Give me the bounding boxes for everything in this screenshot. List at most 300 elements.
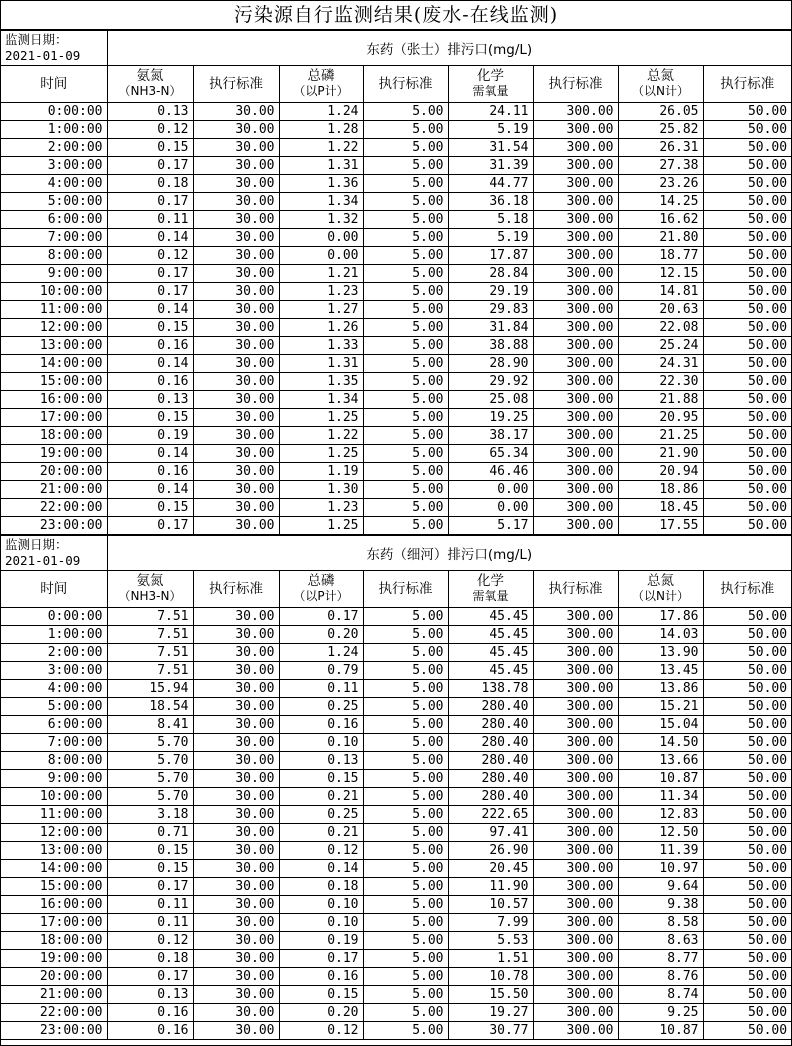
table-row — [1, 806, 791, 824]
time-cell: 4:00:00 — [1, 175, 107, 193]
value-cell: 5.00 — [363, 950, 448, 968]
table-row — [1, 896, 791, 914]
value-cell: 0.21 — [279, 824, 363, 842]
value-cell: 5.00 — [363, 499, 448, 517]
value-cell: 50.00 — [703, 1004, 791, 1022]
table-row — [1, 914, 791, 932]
time-cell: 18:00:00 — [1, 932, 107, 950]
value-cell: 0.12 — [279, 1022, 363, 1040]
time-cell: 18:00:00 — [1, 427, 107, 445]
value-cell: 1.33 — [279, 337, 363, 355]
table-row — [1, 752, 791, 770]
column-header-line1: 执行标准 — [209, 580, 263, 597]
value-cell: 11.90 — [448, 878, 533, 896]
value-cell: 5.00 — [363, 409, 448, 427]
column-header — [533, 571, 618, 608]
time-cell: 16:00:00 — [1, 896, 107, 914]
value-cell: 50.00 — [703, 175, 791, 193]
value-cell: 0.16 — [107, 337, 193, 355]
value-cell: 5.00 — [363, 878, 448, 896]
value-cell: 46.46 — [448, 463, 533, 481]
value-cell: 0.25 — [279, 806, 363, 824]
value-cell: 50.00 — [703, 608, 791, 626]
value-cell: 14.50 — [618, 734, 703, 752]
value-cell: 13.66 — [618, 752, 703, 770]
value-cell: 5.00 — [363, 427, 448, 445]
value-cell: 300.00 — [533, 463, 618, 481]
value-cell: 30.00 — [193, 481, 279, 499]
value-cell: 30.00 — [193, 626, 279, 644]
value-cell: 38.17 — [448, 427, 533, 445]
value-cell: 0.10 — [279, 734, 363, 752]
time-cell: 12:00:00 — [1, 319, 107, 337]
table-row — [1, 157, 791, 175]
value-cell: 30.00 — [193, 788, 279, 806]
date-label: 监测日期： — [5, 537, 68, 552]
value-cell: 30.00 — [193, 337, 279, 355]
value-cell: 300.00 — [533, 986, 618, 1004]
value-cell: 0.15 — [107, 860, 193, 878]
value-cell: 1.23 — [279, 283, 363, 301]
value-cell: 5.00 — [363, 355, 448, 373]
column-header-line1: 执行标准 — [548, 75, 603, 92]
column-header-line2: （以P计） — [293, 589, 349, 603]
value-cell: 0.15 — [107, 842, 193, 860]
value-cell: 31.84 — [448, 319, 533, 337]
value-cell: 0.14 — [107, 355, 193, 373]
table-row — [1, 211, 791, 229]
value-cell: 25.82 — [618, 121, 703, 139]
table-row — [1, 445, 791, 463]
value-cell: 300.00 — [533, 265, 618, 283]
value-cell: 300.00 — [533, 608, 618, 626]
time-cell: 11:00:00 — [1, 301, 107, 319]
value-cell: 280.40 — [448, 752, 533, 770]
value-cell: 44.77 — [448, 175, 533, 193]
value-cell: 0.13 — [107, 103, 193, 121]
column-header — [363, 66, 448, 103]
value-cell: 300.00 — [533, 211, 618, 229]
table-row — [1, 517, 791, 535]
value-cell: 30.00 — [193, 716, 279, 734]
column-header-line2: （NH3-N） — [118, 84, 182, 98]
value-cell: 5.00 — [363, 770, 448, 788]
column-header — [279, 571, 363, 608]
value-cell: 30.00 — [193, 139, 279, 157]
value-cell: 7.51 — [107, 662, 193, 680]
column-header-line1: 化学 — [477, 573, 504, 589]
value-cell: 50.00 — [703, 301, 791, 319]
value-cell: 30.00 — [193, 752, 279, 770]
time-cell: 0:00:00 — [1, 103, 107, 121]
value-cell: 300.00 — [533, 229, 618, 247]
time-cell: 0:00:00 — [1, 608, 107, 626]
value-cell: 50.00 — [703, 932, 791, 950]
value-cell: 21.80 — [618, 229, 703, 247]
value-cell: 97.41 — [448, 824, 533, 842]
value-cell: 22.08 — [618, 319, 703, 337]
value-cell: 30.00 — [193, 157, 279, 175]
value-cell: 5.00 — [363, 626, 448, 644]
value-cell: 0.12 — [107, 247, 193, 265]
value-cell: 300.00 — [533, 499, 618, 517]
value-cell: 50.00 — [703, 409, 791, 427]
value-cell: 17.55 — [618, 517, 703, 535]
value-cell: 12.50 — [618, 824, 703, 842]
value-cell: 5.70 — [107, 734, 193, 752]
time-cell: 19:00:00 — [1, 445, 107, 463]
value-cell: 1.24 — [279, 103, 363, 121]
value-cell: 0.16 — [279, 968, 363, 986]
value-cell: 1.22 — [279, 139, 363, 157]
value-cell: 18.54 — [107, 698, 193, 716]
time-cell: 20:00:00 — [1, 968, 107, 986]
value-cell: 5.00 — [363, 914, 448, 932]
time-cell: 8:00:00 — [1, 247, 107, 265]
value-cell: 0.15 — [107, 499, 193, 517]
column-header — [448, 571, 533, 608]
table-row — [1, 283, 791, 301]
time-cell: 13:00:00 — [1, 842, 107, 860]
table-row — [1, 662, 791, 680]
value-cell: 50.00 — [703, 752, 791, 770]
time-cell: 12:00:00 — [1, 824, 107, 842]
value-cell: 15.94 — [107, 680, 193, 698]
value-cell: 18.45 — [618, 499, 703, 517]
value-cell: 0.17 — [107, 517, 193, 535]
value-cell: 9.38 — [618, 896, 703, 914]
value-cell: 8.74 — [618, 986, 703, 1004]
value-cell: 0.17 — [279, 950, 363, 968]
value-cell: 300.00 — [533, 157, 618, 175]
value-cell: 50.00 — [703, 788, 791, 806]
table-row — [1, 986, 791, 1004]
column-header-line1: 总氮 — [647, 68, 674, 84]
column-header — [279, 66, 363, 103]
value-cell: 50.00 — [703, 896, 791, 914]
value-cell: 30.00 — [193, 968, 279, 986]
value-cell: 7.51 — [107, 644, 193, 662]
column-header — [1, 571, 107, 608]
value-cell: 15.21 — [618, 698, 703, 716]
value-cell: 0.13 — [107, 391, 193, 409]
value-cell: 5.00 — [363, 247, 448, 265]
column-header-line1: 氨氮 — [136, 68, 164, 84]
value-cell: 8.63 — [618, 932, 703, 950]
value-cell: 300.00 — [533, 175, 618, 193]
column-header-line1: 总磷 — [307, 573, 335, 589]
column-header — [193, 66, 279, 103]
value-cell: 0.16 — [107, 463, 193, 481]
table-row — [1, 355, 791, 373]
table-row — [1, 337, 791, 355]
column-header-line1: 执行标准 — [548, 580, 603, 597]
value-cell: 7.51 — [107, 626, 193, 644]
value-cell: 300.00 — [533, 139, 618, 157]
time-cell: 3:00:00 — [1, 157, 107, 175]
value-cell: 45.45 — [448, 644, 533, 662]
time-cell: 6:00:00 — [1, 716, 107, 734]
table-row — [1, 409, 791, 427]
value-cell: 5.00 — [363, 445, 448, 463]
value-cell: 15.50 — [448, 986, 533, 1004]
value-cell: 22.30 — [618, 373, 703, 391]
value-cell: 13.45 — [618, 662, 703, 680]
table-row — [1, 698, 791, 716]
value-cell: 10.87 — [618, 770, 703, 788]
value-cell: 20.95 — [618, 409, 703, 427]
value-cell: 300.00 — [533, 517, 618, 535]
time-cell: 21:00:00 — [1, 986, 107, 1004]
value-cell: 5.00 — [363, 301, 448, 319]
value-cell: 5.00 — [363, 968, 448, 986]
value-cell: 3.18 — [107, 806, 193, 824]
value-cell: 5.70 — [107, 770, 193, 788]
value-cell: 30.00 — [193, 319, 279, 337]
value-cell: 50.00 — [703, 950, 791, 968]
value-cell: 50.00 — [703, 644, 791, 662]
value-cell: 10.97 — [618, 860, 703, 878]
value-cell: 50.00 — [703, 680, 791, 698]
value-cell: 30.00 — [193, 229, 279, 247]
value-cell: 0.16 — [107, 373, 193, 391]
value-cell: 36.18 — [448, 193, 533, 211]
table-row — [1, 229, 791, 247]
table-row — [1, 139, 791, 157]
value-cell: 30.00 — [193, 211, 279, 229]
value-cell: 29.83 — [448, 301, 533, 319]
value-cell: 300.00 — [533, 121, 618, 139]
column-header-line1: 执行标准 — [378, 75, 433, 92]
value-cell: 50.00 — [703, 319, 791, 337]
value-cell: 20.45 — [448, 860, 533, 878]
column-header — [1, 66, 107, 103]
value-cell: 24.31 — [618, 355, 703, 373]
monitoring-date — [1, 31, 107, 66]
value-cell: 5.00 — [363, 752, 448, 770]
value-cell: 30.00 — [193, 193, 279, 211]
column-header-line1: 氨氮 — [136, 573, 164, 589]
value-cell: 50.00 — [703, 265, 791, 283]
value-cell: 17.86 — [618, 608, 703, 626]
value-cell: 30.00 — [193, 644, 279, 662]
value-cell: 0.17 — [107, 157, 193, 175]
value-cell: 300.00 — [533, 716, 618, 734]
value-cell: 30.00 — [193, 662, 279, 680]
time-cell: 7:00:00 — [1, 229, 107, 247]
value-cell: 300.00 — [533, 878, 618, 896]
value-cell: 0.17 — [107, 968, 193, 986]
value-cell: 50.00 — [703, 986, 791, 1004]
value-cell: 0.13 — [107, 986, 193, 1004]
value-cell: 24.11 — [448, 103, 533, 121]
table-row — [1, 680, 791, 698]
time-cell: 17:00:00 — [1, 409, 107, 427]
value-cell: 18.86 — [618, 481, 703, 499]
value-cell: 280.40 — [448, 788, 533, 806]
value-cell: 30.00 — [193, 103, 279, 121]
value-cell: 12.15 — [618, 265, 703, 283]
value-cell: 50.00 — [703, 445, 791, 463]
value-cell: 30.00 — [193, 301, 279, 319]
value-cell: 38.88 — [448, 337, 533, 355]
time-cell: 14:00:00 — [1, 355, 107, 373]
value-cell: 1.30 — [279, 481, 363, 499]
value-cell: 5.00 — [363, 1022, 448, 1040]
value-cell: 0.19 — [107, 427, 193, 445]
value-cell: 1.51 — [448, 950, 533, 968]
value-cell: 8.41 — [107, 716, 193, 734]
value-cell: 280.40 — [448, 716, 533, 734]
value-cell: 300.00 — [533, 824, 618, 842]
value-cell: 30.00 — [193, 950, 279, 968]
value-cell: 300.00 — [533, 788, 618, 806]
value-cell: 50.00 — [703, 103, 791, 121]
value-cell: 50.00 — [703, 193, 791, 211]
value-cell: 300.00 — [533, 752, 618, 770]
column-header-line1: 化学 — [477, 68, 504, 84]
table-row — [1, 481, 791, 499]
value-cell: 300.00 — [533, 896, 618, 914]
value-cell: 50.00 — [703, 211, 791, 229]
value-cell: 30.00 — [193, 608, 279, 626]
value-cell: 50.00 — [703, 734, 791, 752]
value-cell: 30.00 — [193, 932, 279, 950]
value-cell: 300.00 — [533, 427, 618, 445]
value-cell: 5.00 — [363, 103, 448, 121]
value-cell: 0.19 — [279, 932, 363, 950]
date-value: 2021-01-09 — [5, 48, 81, 63]
value-cell: 5.00 — [363, 788, 448, 806]
time-cell: 17:00:00 — [1, 914, 107, 932]
sections-container — [1, 30, 791, 1040]
time-cell: 15:00:00 — [1, 373, 107, 391]
monitoring-table — [1, 30, 791, 535]
table-row — [1, 1004, 791, 1022]
value-cell: 50.00 — [703, 1022, 791, 1040]
table-row — [1, 878, 791, 896]
outlet-name: 东药（细河）排污口(mg/L) — [107, 536, 791, 571]
date-label: 监测日期： — [5, 32, 68, 47]
value-cell: 20.94 — [618, 463, 703, 481]
table-row — [1, 427, 791, 445]
column-header-line2: （以P计） — [293, 84, 349, 98]
value-cell: 30.00 — [193, 247, 279, 265]
column-header — [107, 571, 193, 608]
value-cell: 30.00 — [193, 445, 279, 463]
time-cell: 13:00:00 — [1, 337, 107, 355]
value-cell: 300.00 — [533, 283, 618, 301]
value-cell: 30.00 — [193, 860, 279, 878]
value-cell: 1.25 — [279, 517, 363, 535]
table-row — [1, 716, 791, 734]
time-cell: 5:00:00 — [1, 698, 107, 716]
value-cell: 1.21 — [279, 265, 363, 283]
table-row — [1, 932, 791, 950]
value-cell: 222.65 — [448, 806, 533, 824]
value-cell: 0.13 — [279, 752, 363, 770]
value-cell: 280.40 — [448, 734, 533, 752]
table-row — [1, 950, 791, 968]
time-cell: 9:00:00 — [1, 770, 107, 788]
value-cell: 30.00 — [193, 517, 279, 535]
value-cell: 31.39 — [448, 157, 533, 175]
value-cell: 20.63 — [618, 301, 703, 319]
value-cell: 5.00 — [363, 860, 448, 878]
value-cell: 30.00 — [193, 734, 279, 752]
value-cell: 50.00 — [703, 373, 791, 391]
value-cell: 1.36 — [279, 175, 363, 193]
time-cell: 23:00:00 — [1, 517, 107, 535]
value-cell: 0.17 — [107, 878, 193, 896]
value-cell: 50.00 — [703, 337, 791, 355]
value-cell: 300.00 — [533, 193, 618, 211]
value-cell: 0.17 — [107, 265, 193, 283]
value-cell: 0.12 — [279, 842, 363, 860]
value-cell: 300.00 — [533, 481, 618, 499]
time-cell: 10:00:00 — [1, 283, 107, 301]
table-row — [1, 499, 791, 517]
value-cell: 300.00 — [533, 770, 618, 788]
column-header — [193, 571, 279, 608]
time-cell: 2:00:00 — [1, 139, 107, 157]
value-cell: 8.77 — [618, 950, 703, 968]
value-cell: 50.00 — [703, 499, 791, 517]
value-cell: 30.00 — [193, 806, 279, 824]
value-cell: 30.00 — [193, 986, 279, 1004]
value-cell: 0.00 — [279, 229, 363, 247]
value-cell: 30.00 — [193, 1004, 279, 1022]
value-cell: 13.90 — [618, 644, 703, 662]
time-cell: 4:00:00 — [1, 680, 107, 698]
value-cell: 5.00 — [363, 517, 448, 535]
value-cell: 50.00 — [703, 770, 791, 788]
value-cell: 5.00 — [363, 373, 448, 391]
column-header — [703, 571, 791, 608]
value-cell: 5.00 — [363, 680, 448, 698]
value-cell: 1.22 — [279, 427, 363, 445]
value-cell: 300.00 — [533, 355, 618, 373]
table-row — [1, 788, 791, 806]
value-cell: 9.25 — [618, 1004, 703, 1022]
value-cell: 280.40 — [448, 770, 533, 788]
value-cell: 5.00 — [363, 229, 448, 247]
value-cell: 0.14 — [279, 860, 363, 878]
value-cell: 0.11 — [107, 914, 193, 932]
value-cell: 18.77 — [618, 247, 703, 265]
value-cell: 30.00 — [193, 121, 279, 139]
time-cell: 1:00:00 — [1, 121, 107, 139]
value-cell: 300.00 — [533, 968, 618, 986]
table-row — [1, 644, 791, 662]
value-cell: 300.00 — [533, 662, 618, 680]
value-cell: 0.00 — [279, 247, 363, 265]
value-cell: 1.32 — [279, 211, 363, 229]
value-cell: 29.19 — [448, 283, 533, 301]
column-header — [703, 66, 791, 103]
column-header-line1: 执行标准 — [378, 580, 433, 597]
time-cell: 9:00:00 — [1, 265, 107, 283]
value-cell: 0.18 — [107, 950, 193, 968]
value-cell: 50.00 — [703, 481, 791, 499]
value-cell: 30.00 — [193, 175, 279, 193]
column-header-line2: 需氧量 — [472, 84, 509, 98]
monitoring-date — [1, 536, 107, 571]
value-cell: 280.40 — [448, 698, 533, 716]
table-row — [1, 373, 791, 391]
time-cell: 8:00:00 — [1, 752, 107, 770]
value-cell: 5.00 — [363, 896, 448, 914]
